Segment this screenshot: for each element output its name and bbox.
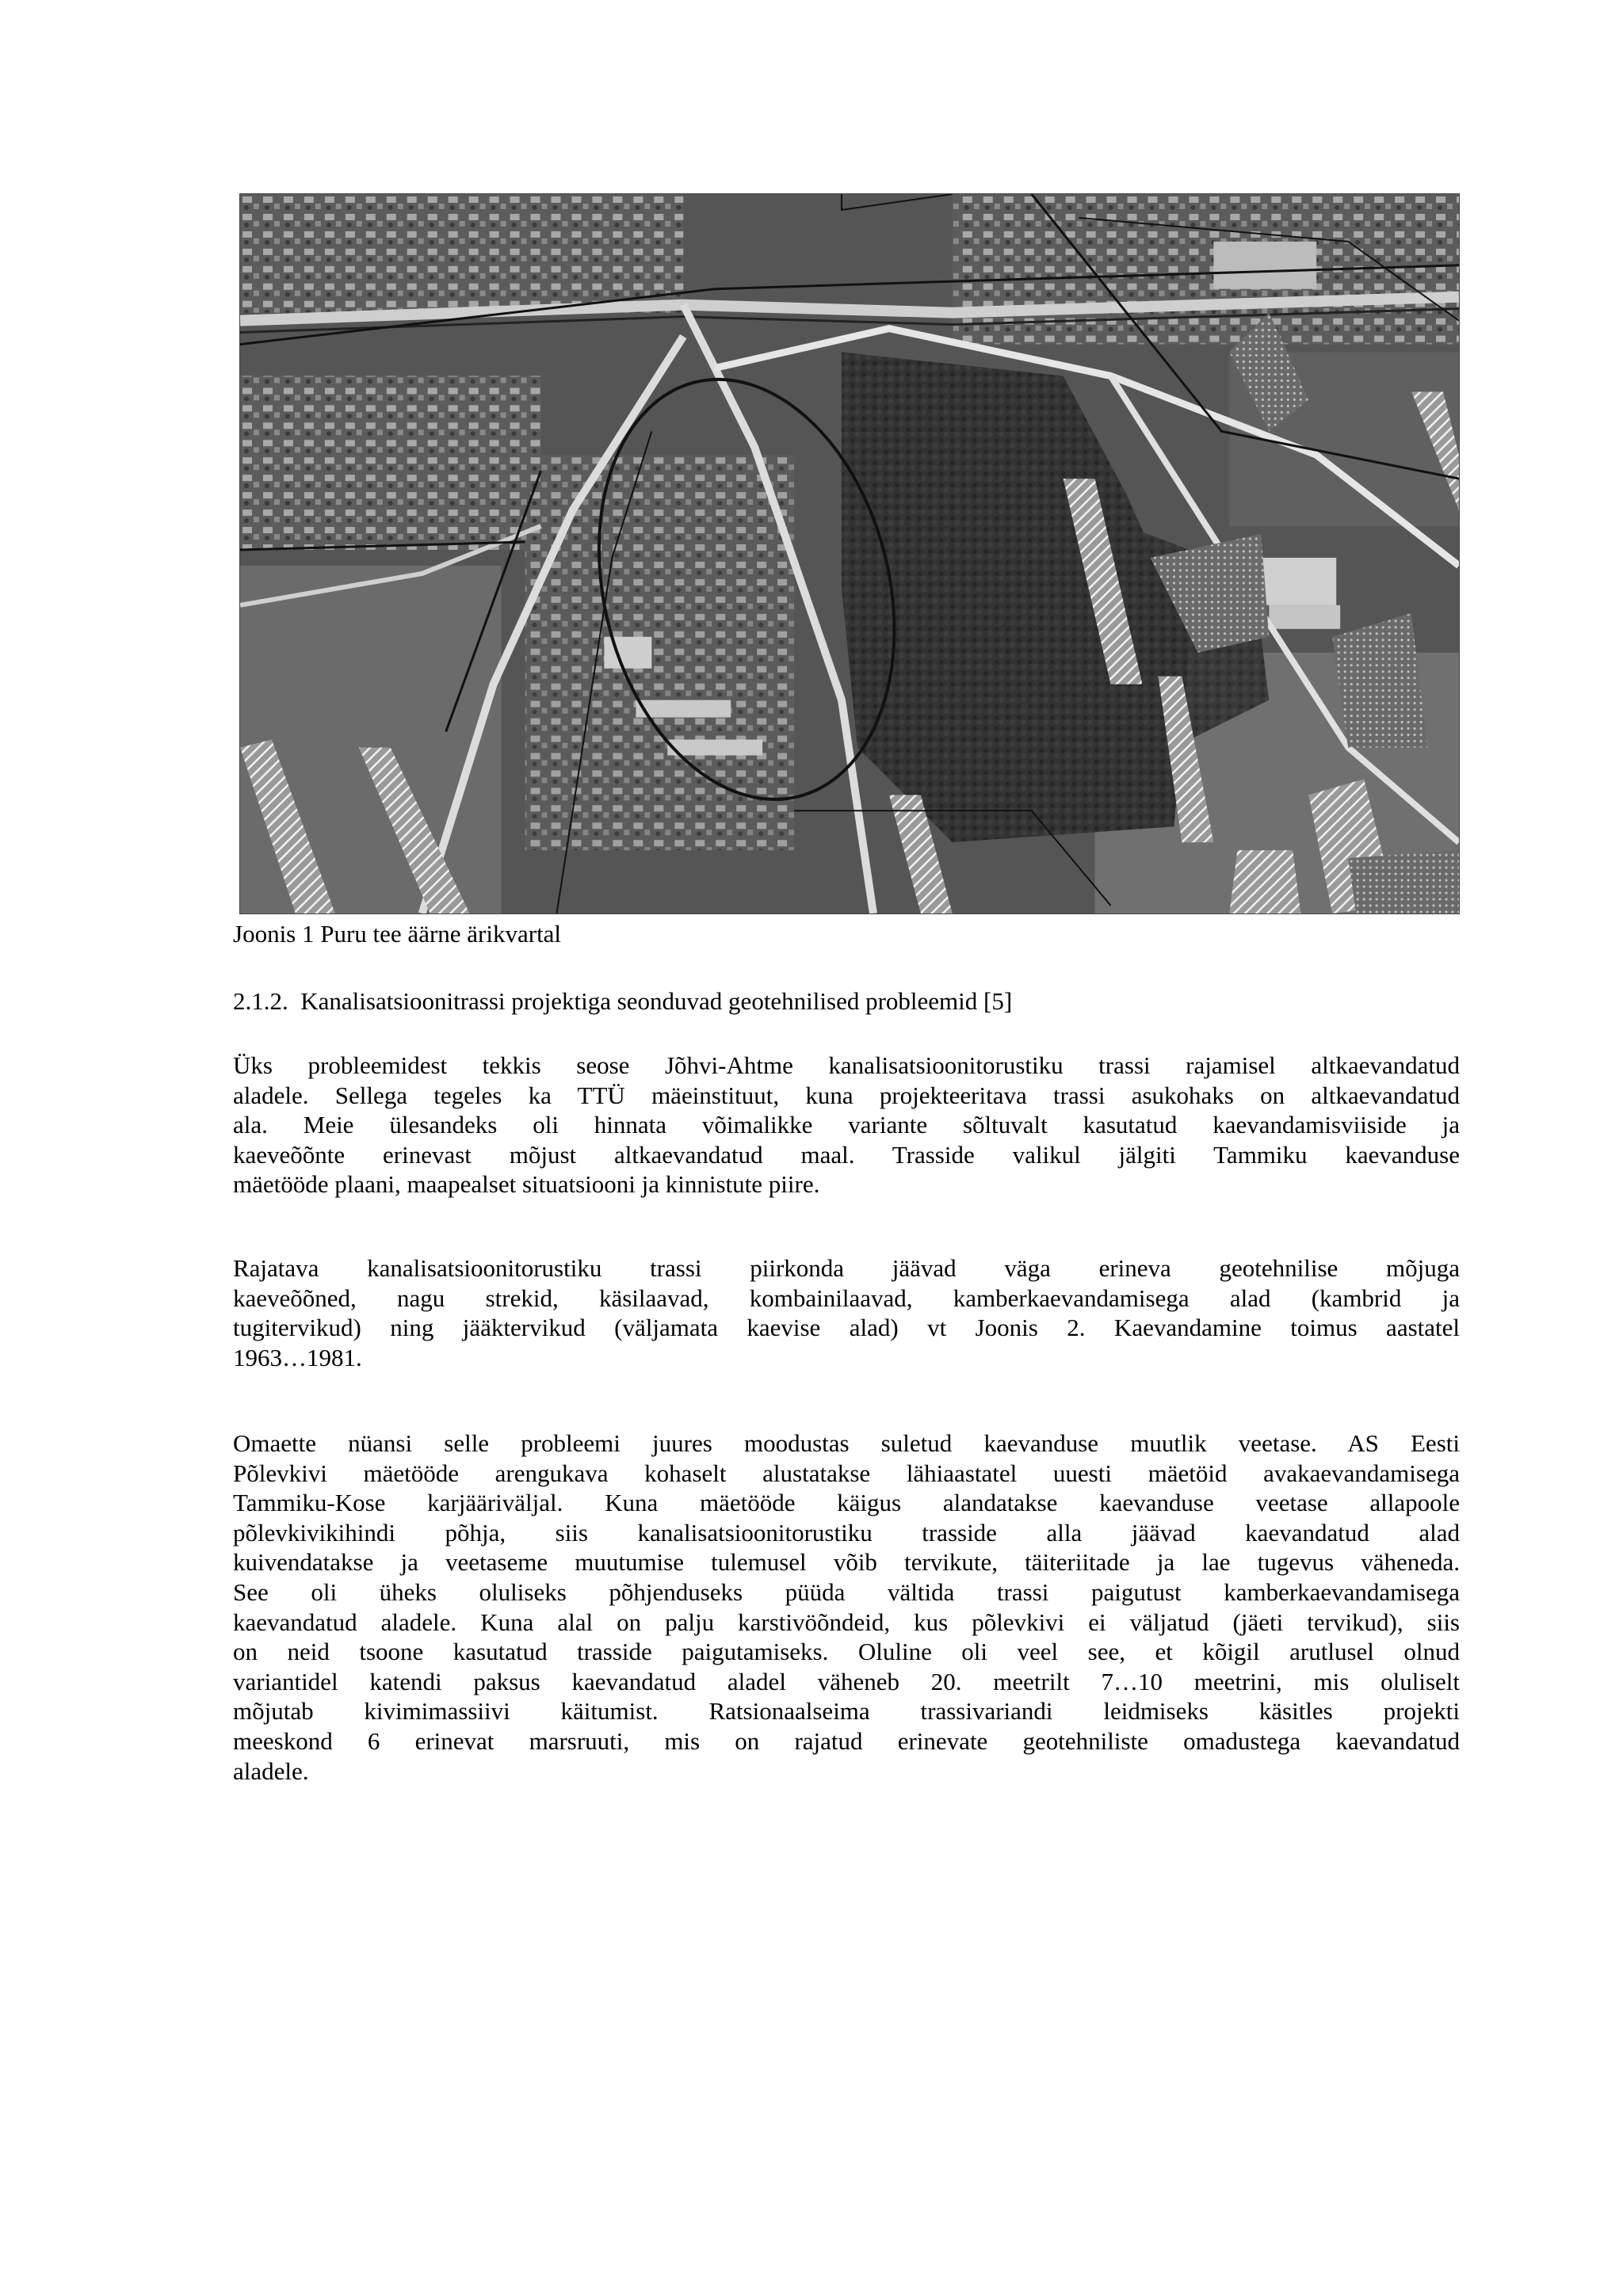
paragraph-line: mäetööde plaani, maapealset situatsiooni ja kinnistute piire. [233,1170,820,1199]
paragraph-line: Põlevkivi mäetööde arengukava kohaselt alustatakse lähiaastatel uuesti mäetöid avakaevandamisega [233,1459,1460,1487]
paragraph-line: Rajatava kanalisatsioonitorustiku trassi piirkonda jäävad väga erineva geotehnilise mõjuga [233,1254,1460,1282]
paragraph-line: variantidel katendi paksus kaevandatud aladel väheneb 20. meetrilt 7…10 meetrini, mis oluliselt [233,1667,1460,1695]
paragraph-line: on neid tsoone kasutatud trasside paigutamiseks. Oluline oli veel see, et kõigil arutlusel olnud [233,1638,1460,1666]
paragraph-2 [233,1253,1460,1372]
paragraph-line: mõjutab kivimimassiivi käitumist. Ratsionaalseima trassivariandi leidmiseks käsitles projekti [233,1697,1460,1726]
paragraph-1 [233,1051,1460,1199]
paragraph-line: kaeveõõnte erinevast mõjust altkaevandatud maal. Trasside valikul jälgiti Tammiku kaevanduse [233,1140,1460,1169]
section-title: Kanalisatsioonitrassi projektiga seonduvad geotehnilised probleemid [5] [300,987,1013,1015]
aerial-map-figure [239,193,1460,914]
paragraph-line: Tammiku-Kose karjääriväljal. Kuna mäetööde käigus alandatakse kaevanduse veetase allapoole [233,1489,1460,1517]
paragraph-line: põlevkivikihindi põhja, siis kanalisatsioonitorustiku trasside alla jäävad kaevandatud alad [233,1518,1460,1547]
paragraph-line: See oli üheks oluliseks põhjenduseks püüda vältida trassi paigutust kamberkaevandamisega [233,1577,1460,1606]
paragraph-line: tugitervikud) ning jääktervikud (väljamata kaevise alad) vt Joonis 2. Kaevandamine toimus aastatel [233,1314,1460,1342]
section-number: 2.1.2. [233,987,288,1015]
figure-caption: Joonis 1 Puru tee äärne ärikvartal [233,920,562,948]
paragraph-line: ala. Meie ülesandeks oli hinnata võimalikke variante sõltuvalt kasutatud kaevandamisviiside ja [233,1111,1460,1139]
paragraph-line: aladele. Sellega tegeles ka TTÜ mäeinstituut, kuna projekteeritava trassi asukohaks on altkaevandatud [233,1081,1460,1109]
paragraph-line: 1963…1981. [233,1343,362,1371]
section-heading [233,986,1012,1016]
paragraph-line: meeskond 6 erinevat marsruuti, mis on rajatud erinevate geotehniliste omadustega kaevandatud [233,1726,1460,1755]
paragraph-line: kaevandatud aladele. Kuna alal on palju karstivöõndeid, kus põlevkivi ei väljatud (jäeti tervikud), siis [233,1608,1460,1636]
paragraph-3 [233,1428,1460,1786]
paragraph-line: Omaette nüansi selle probleemi juures moodustas suletud kaevanduse muutlik veetase. AS Eesti [233,1429,1460,1457]
paragraph-line: Üks probleemidest tekkis seose Jõhvi-Ahtme kanalisatsioonitorustiku trassi rajamisel altkaevandatud [233,1051,1460,1079]
aerial-map-image [240,194,1459,913]
paragraph-line: aladele. [233,1756,309,1785]
paragraph-line: kuivendatakse ja veetaseme muutumise tulemusel võib tervikute, täiteriitade ja lae tugevus väheneda. [233,1548,1460,1577]
paragraph-line: kaeveõõned, nagu strekid, käsilaavad, kombainilaavad, kamberkaevandamisega alad (kambrid ja [233,1283,1460,1312]
